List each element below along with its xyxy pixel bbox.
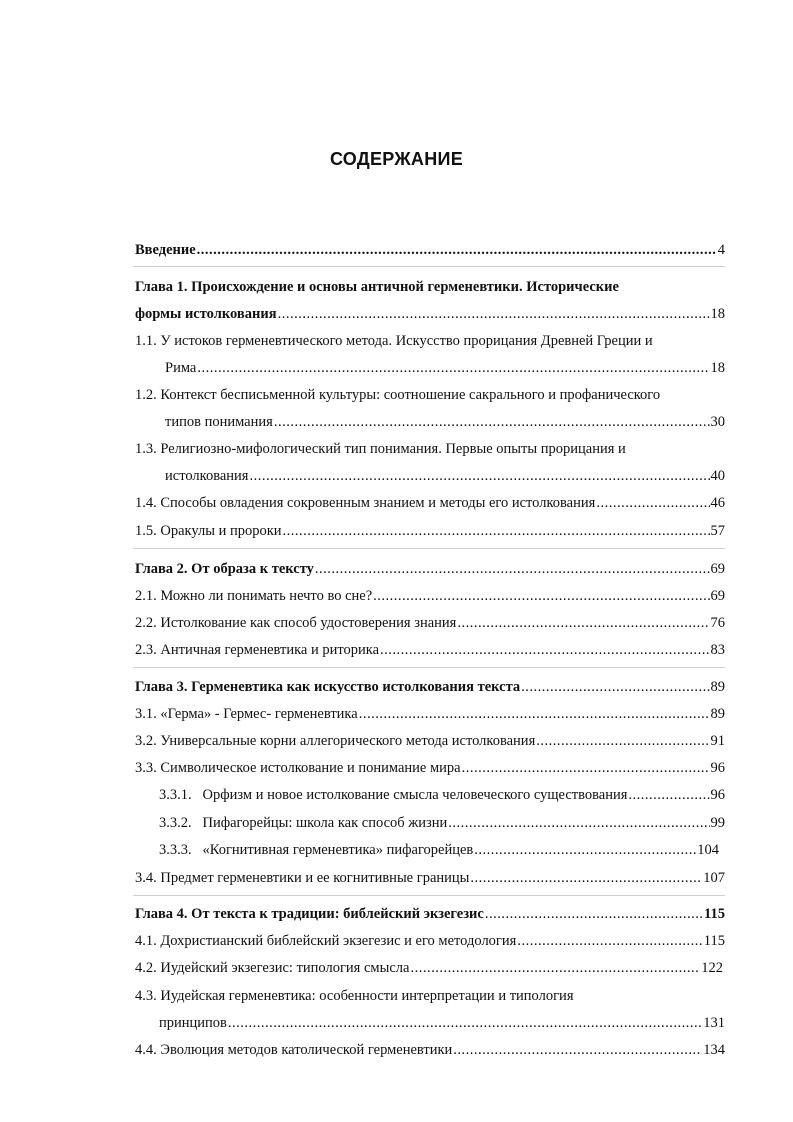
toc-chapter-1[interactable] <box>135 305 725 323</box>
toc-entry-title: 4.4. Эволюция методов католической герменевтики <box>135 1042 453 1058</box>
toc-section-4-4[interactable] <box>135 1041 725 1059</box>
toc-page-number: 69 <box>710 561 725 577</box>
divider <box>133 266 725 267</box>
leader-dots <box>410 959 700 977</box>
toc-section-3-2[interactable] <box>135 732 725 750</box>
toc-section-3-4[interactable] <box>135 869 725 887</box>
toc-page-number: 69 <box>710 588 725 604</box>
toc-page-number: 57 <box>710 523 725 539</box>
toc-chapter-3[interactable] <box>135 678 725 696</box>
toc-section-1-2[interactable] <box>165 413 725 431</box>
toc-entry-title: Рима <box>165 360 197 376</box>
toc-page-number: 89 <box>710 706 725 722</box>
toc-entry-title: 4.1. Дохристианский библейский экзегезис и его методология <box>135 933 517 949</box>
toc-page-number: 115 <box>704 906 725 922</box>
leader-dots <box>453 1041 702 1059</box>
toc-section-4-3-title[interactable]: 4.3. Иудейская герменевтика: особенности интерпретации и типология <box>135 988 574 1004</box>
toc-entry-title: Введение <box>135 242 196 258</box>
toc-chapter-1-title[interactable]: Глава 1. Происхождение и основы античной герменевтики. Исторические <box>135 279 619 295</box>
leader-dots <box>521 678 709 696</box>
toc-page-number: 96 <box>710 787 725 803</box>
toc-page-number: 83 <box>710 642 725 658</box>
toc-entry-title: 3.2. Универсальные корни аллегорического метода истолкования <box>135 733 536 749</box>
toc-entry-title: типов понимания <box>165 414 273 430</box>
toc-page-number: 131 <box>703 1015 725 1031</box>
toc-entry-title: 4.2. Иудейский экзегезис: типология смысла <box>135 960 410 976</box>
page-title: СОДЕРЖАНИЕ <box>329 149 464 169</box>
leader-dots <box>197 241 717 259</box>
leader-dots <box>462 759 710 777</box>
toc-chapter-2[interactable] <box>135 560 725 578</box>
leader-dots <box>596 494 709 512</box>
toc-section-1-5[interactable] <box>135 522 725 540</box>
toc-section-2-2[interactable] <box>135 614 725 632</box>
toc-entry-title: 1.4. Способы овладения сокровенным знанием и методы его истолкования <box>135 495 596 511</box>
toc-section-3-3-1[interactable] <box>159 786 725 804</box>
leader-dots <box>249 467 709 485</box>
toc-section-2-1[interactable] <box>135 587 725 605</box>
leader-dots <box>283 522 710 540</box>
leader-dots <box>228 1014 702 1032</box>
toc-section-3-1[interactable] <box>135 705 725 723</box>
toc-section-1-1[interactable] <box>165 359 725 377</box>
leader-dots <box>448 814 709 832</box>
leader-dots <box>485 905 703 923</box>
toc-entry-intro[interactable] <box>135 241 725 259</box>
toc-entry-title: 2.2. Истолкование как способ удостоверения знания <box>135 615 457 631</box>
toc-page-number: 99 <box>710 815 725 831</box>
divider <box>133 548 725 549</box>
toc-entry-title: истолкования <box>165 468 249 484</box>
leader-dots <box>517 932 702 950</box>
leader-dots <box>474 841 696 859</box>
toc-entry-title: формы истолкования <box>135 306 277 322</box>
leader-dots <box>359 705 710 723</box>
toc-entry-title: 3.3.3. «Когнитивная герменевтика» пифагорейцев <box>159 842 474 858</box>
toc-chapter-4[interactable] <box>135 905 725 923</box>
leader-dots <box>470 869 702 887</box>
leader-dots <box>274 413 710 431</box>
toc-page-number: 89 <box>710 679 725 695</box>
divider <box>133 895 725 896</box>
toc-page-number: 40 <box>710 468 725 484</box>
toc-section-1-3-title[interactable]: 1.3. Религиозно-мифологический тип понимания. Первые опыты прорицания и <box>135 441 626 457</box>
toc-entry-title: Глава 4. От текста к традиции: библейский экзегезис <box>135 906 484 922</box>
toc-section-4-3[interactable] <box>159 1014 725 1032</box>
toc-page-number: 115 <box>703 933 725 949</box>
toc-entry-title: 3.3.1. Орфизм и новое истолкование смысла человеческого существования <box>159 787 628 803</box>
toc-section-4-2[interactable] <box>135 959 723 977</box>
toc-entry-title: 3.4. Предмет герменевтики и ее когнитивные границы <box>135 870 470 886</box>
toc-page-number: 104 <box>697 842 719 858</box>
leader-dots <box>628 786 709 804</box>
divider <box>133 667 725 668</box>
toc-entry-title: 3.1. «Герма» - Гермес- герменевтика <box>135 706 358 722</box>
toc-section-3-3-2[interactable] <box>159 814 725 832</box>
toc-entry-title: 2.1. Можно ли понимать нечто во сне? <box>135 588 373 604</box>
toc-section-1-3[interactable] <box>165 467 725 485</box>
toc-section-2-3[interactable] <box>135 641 725 659</box>
leader-dots <box>457 614 709 632</box>
toc-entry-title: 1.5. Оракулы и пророки <box>135 523 282 539</box>
leader-dots <box>536 732 709 750</box>
toc-page-number: 18 <box>710 306 725 322</box>
leader-dots <box>278 305 710 323</box>
toc-entry-title: Глава 2. От образа к тексту <box>135 561 314 577</box>
toc-section-1-2-title[interactable]: 1.2. Контекст бесписьменной культуры: соотношение сакрального и профанического <box>135 387 661 403</box>
leader-dots <box>373 587 709 605</box>
toc-page-number: 18 <box>710 360 725 376</box>
toc-entry-title: принципов <box>159 1015 227 1031</box>
toc-page-number: 76 <box>710 615 725 631</box>
toc-page-number: 96 <box>710 760 725 776</box>
leader-dots <box>197 359 709 377</box>
toc-page-number: 4 <box>717 242 725 258</box>
toc-section-3-3[interactable] <box>135 759 725 777</box>
toc-section-1-4[interactable] <box>135 494 725 512</box>
toc-page-number: 91 <box>710 733 725 749</box>
toc-page-number: 46 <box>710 495 725 511</box>
toc-section-1-1-title[interactable]: 1.1. У истоков герменевтического метода. Искусство прорицания Древней Греции и <box>135 333 653 349</box>
toc-entry-title: 3.3.2. Пифагорейцы: школа как способ жизни <box>159 815 448 831</box>
toc-section-4-1[interactable] <box>135 932 725 950</box>
leader-dots <box>380 641 709 659</box>
toc-page-number: 30 <box>710 414 725 430</box>
toc-section-3-3-3[interactable] <box>159 841 719 859</box>
leader-dots <box>315 560 710 578</box>
toc-entry-title: 3.3. Символическое истолкование и понимание мира <box>135 760 461 776</box>
toc-entry-title: Глава 3. Герменевтика как искусство истолкования текста <box>135 679 521 695</box>
toc-entry-title: 2.3. Античная герменевтика и риторика <box>135 642 380 658</box>
toc-page-number: 107 <box>703 870 725 886</box>
toc-page-number: 122 <box>701 960 723 976</box>
toc-page-number: 134 <box>703 1042 725 1058</box>
